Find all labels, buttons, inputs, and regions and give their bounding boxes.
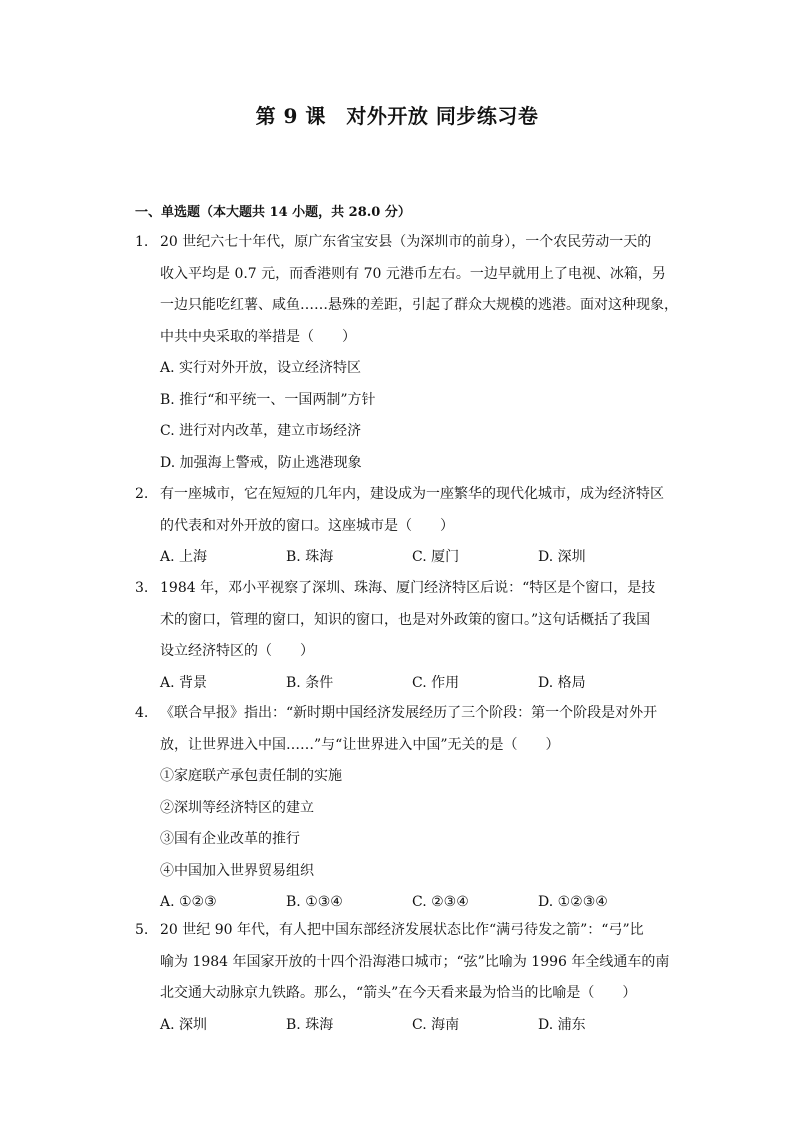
option-b: B. 珠海 bbox=[286, 549, 334, 565]
option-d: D. 加强海上警戒，防止逃港现象 bbox=[160, 454, 362, 471]
question-text-line: 放，让世界进入中国……”与“让世界进入中国”无关的是（ ） bbox=[160, 736, 560, 753]
question-text-line: 20 世纪 90 年代，有人把中国东部经济发展状态比作“满弓待发之箭”：“弓”比 bbox=[160, 922, 644, 938]
option-c: C. ②③④ bbox=[412, 894, 469, 910]
question-text-line: 有一座城市，它在短短的几年内，建设成为一座繁华的现代化城市，成为经济特区 bbox=[160, 486, 664, 502]
statement-item: ①家庭联产承包责任制的实施 bbox=[160, 768, 342, 784]
option-c: C. 作用 bbox=[412, 674, 460, 691]
option-b: B. ①③④ bbox=[286, 894, 343, 910]
question-text-line: 的代表和对外开放的窗口。这座城市是（ ） bbox=[160, 517, 454, 534]
question-1 bbox=[135, 227, 678, 479]
question-3 bbox=[135, 573, 670, 699]
option-d: D. ①②③④ bbox=[538, 894, 608, 910]
option-d: D. 格局 bbox=[538, 674, 586, 691]
question-text-line: 20 世纪六七十年代，原广东省宝安县（为深圳市的前身），一个农民劳动一天的 bbox=[160, 234, 652, 250]
question-text-line: 中共中央采取的举措是（ ） bbox=[160, 328, 356, 345]
question-number: 4. bbox=[135, 705, 149, 721]
option-row bbox=[160, 542, 670, 574]
question-number: 3. bbox=[135, 580, 149, 596]
question-number: 1. bbox=[135, 234, 149, 250]
question-text-line: 1984 年，邓小平视察了深圳、珠海、厦门经济特区后说：“特区是个窗口，是技 bbox=[160, 580, 656, 596]
option-c: C. 厦门 bbox=[412, 549, 460, 565]
statement-item: ③国有企业改革的推行 bbox=[160, 831, 300, 847]
option-b: B. 珠海 bbox=[286, 1016, 334, 1033]
option-c: C. 海南 bbox=[412, 1016, 460, 1033]
question-text-line: 收入平均是 0.7 元，而香港则有 70 元港币左右。一边早就用上了电视、冰箱，另 bbox=[160, 265, 666, 282]
question-text-line: 《联合早报》指出：“新时期中国经济发展经历了三个阶段：第一个阶段是对外开 bbox=[160, 705, 658, 721]
section-heading: 一、单选题（本大题共 14 小题，共 28.0 分） bbox=[135, 205, 411, 220]
option-a: A. 上海 bbox=[160, 549, 208, 565]
option-a: A. 实行对外开放，设立经济特区 bbox=[160, 360, 362, 376]
question-4 bbox=[135, 698, 670, 919]
statement-item: ②深圳等经济特区的建立 bbox=[160, 799, 314, 816]
option-row bbox=[160, 887, 670, 919]
question-text-line: 一边只能吃红薯、咸鱼……悬殊的差距，引起了群众大规模的逃港。面对这种现象， bbox=[160, 297, 678, 313]
option-a: A. 深圳 bbox=[160, 1016, 208, 1033]
question-5 bbox=[135, 915, 670, 1041]
question-number: 5. bbox=[135, 922, 149, 938]
question-text-line: 北交通大动脉京九铁路。那么，“箭头”在今天看来最为恰当的比喻是（ ） bbox=[160, 985, 637, 1001]
page-title: 第 9 课 对外开放 同步练习卷 bbox=[255, 104, 539, 128]
option-b: B. 条件 bbox=[286, 674, 334, 691]
option-d: D. 浦东 bbox=[538, 1016, 586, 1033]
question-text-line: 术的窗口，管理的窗口，知识的窗口，也是对外政策的窗口。”这句话概括了我国 bbox=[160, 611, 651, 628]
statement-item: ④中国加入世界贸易组织 bbox=[160, 862, 314, 879]
option-a: A. 背景 bbox=[160, 674, 208, 691]
option-row bbox=[160, 1010, 670, 1042]
option-b: B. 推行“和平统一、一国两制”方针 bbox=[160, 391, 376, 408]
option-row bbox=[160, 668, 670, 700]
question-text-line: 设立经济特区的（ ） bbox=[160, 643, 314, 659]
option-c: C. 进行对内改革，建立市场经济 bbox=[160, 423, 362, 439]
question-number: 2. bbox=[135, 486, 149, 502]
question-2 bbox=[135, 479, 670, 574]
option-d: D. 深圳 bbox=[538, 549, 586, 565]
question-text-line: 喻为 1984 年国家开放的十四个沿海港口城市；“弦”比喻为 1996 年全线通车的南 bbox=[160, 953, 670, 970]
option-a: A. ①②③ bbox=[160, 894, 217, 910]
